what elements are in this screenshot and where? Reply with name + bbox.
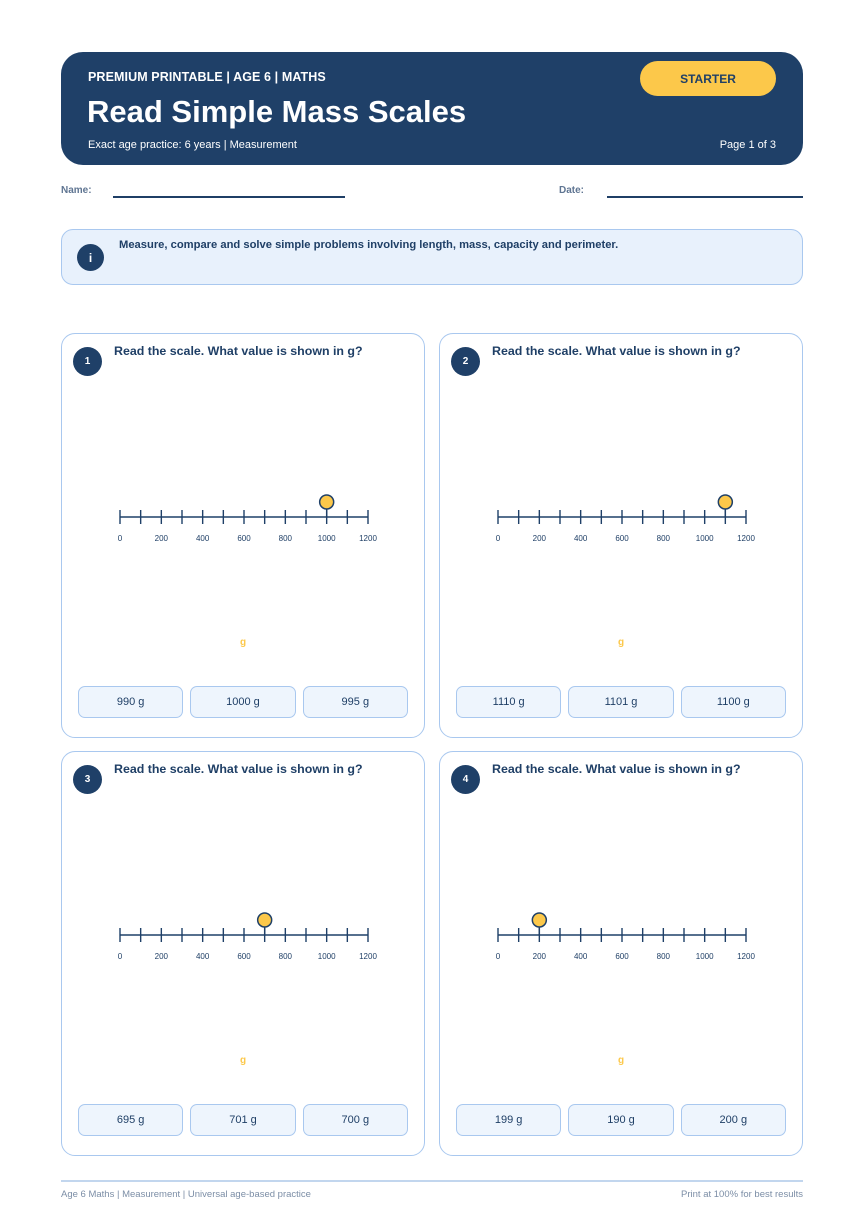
scale-tick-label: 600 [615,952,629,961]
page-title: Read Simple Mass Scales [87,94,467,129]
scale-tick-label: 0 [495,534,501,543]
question-prompt: Read the scale. What value is shown in g? [114,762,363,776]
scale-pointer [258,913,272,927]
scale-tick-label: 200 [154,534,169,543]
question-card [61,751,425,1156]
question-prompt: Read the scale. What value is shown in g? [492,762,741,776]
answer-option[interactable]: 1110 g [456,686,561,718]
question-number-badge: 1 [73,347,102,376]
scale-tick-label: 800 [656,952,671,961]
scale-tick-label: 600 [237,952,251,961]
name-line[interactable] [113,196,345,198]
footer-left-text: Age 6 Maths | Measurement | Universal age-based practice [61,1189,311,1200]
date-label: Date: [559,185,585,196]
unit-label: g [617,637,625,648]
scale-tick-label: 1000 [695,952,714,961]
scale-tick-label: 1000 [695,534,714,543]
date-line[interactable] [607,196,803,198]
info-icon: i [77,244,104,271]
scale-tick-label: 0 [117,534,123,543]
answer-options [456,686,786,718]
mass-scale [102,484,382,554]
scale-tick-label: 1200 [737,534,755,543]
header-subtitle: Exact age practice: 6 years | Measurement [88,139,297,151]
mass-scale [480,902,760,972]
answer-option[interactable]: 700 g [303,1104,408,1136]
scale-tick-label: 0 [117,952,123,961]
answer-option[interactable]: 200 g [681,1104,786,1136]
answer-option[interactable]: 695 g [78,1104,183,1136]
scale-tick-label: 800 [278,952,293,961]
unit-label: g [617,1055,625,1066]
scale-pointer [320,495,334,509]
page-number: Page 1 of 3 [719,139,776,151]
question-prompt: Read the scale. What value is shown in g? [114,344,363,358]
scale-tick-label: 800 [656,534,671,543]
scale-pointer [532,913,546,927]
answer-options [456,1104,786,1136]
question-card [439,333,803,738]
scale-tick-label: 1200 [359,534,377,543]
scale-tick-label: 200 [532,534,547,543]
scale-tick-label: 0 [495,952,501,961]
answer-option[interactable]: 701 g [190,1104,295,1136]
answer-option[interactable]: 199 g [456,1104,561,1136]
answer-option[interactable]: 1101 g [568,686,673,718]
scale-pointer [718,495,732,509]
question-number-badge: 2 [451,347,480,376]
info-text: Measure, compare and solve simple problems involving length, mass, capacity and perimeter. [119,239,619,251]
scale-tick-label: 1200 [359,952,377,961]
scale-tick-label: 400 [195,952,210,961]
footer-divider [61,1180,803,1182]
scale-tick-label: 400 [573,952,588,961]
answer-option[interactable]: 1100 g [681,686,786,718]
mass-scale [102,902,382,972]
answer-options [78,1104,408,1136]
scale-tick-label: 600 [237,534,251,543]
answer-option[interactable]: 190 g [568,1104,673,1136]
question-number-badge: 4 [451,765,480,794]
scale-tick-label: 1000 [317,952,336,961]
scale-tick-label: 1200 [737,952,755,961]
worksheet-header [61,52,803,165]
header-eyebrow: PREMIUM PRINTABLE | AGE 6 | MATHS [88,70,326,84]
question-card [439,751,803,1156]
scale-tick-label: 400 [195,534,210,543]
level-badge: STARTER [640,61,776,96]
scale-tick-label: 800 [278,534,293,543]
unit-label: g [239,637,247,648]
info-box [61,229,803,285]
answer-option[interactable]: 1000 g [190,686,295,718]
footer-right-text: Print at 100% for best results [681,1189,803,1200]
scale-tick-label: 600 [615,534,629,543]
question-number-badge: 3 [73,765,102,794]
answer-option[interactable]: 995 g [303,686,408,718]
answer-options [78,686,408,718]
scale-tick-label: 200 [532,952,547,961]
question-card [61,333,425,738]
question-prompt: Read the scale. What value is shown in g? [492,344,741,358]
unit-label: g [239,1055,247,1066]
scale-tick-label: 200 [154,952,169,961]
mass-scale [480,484,760,554]
answer-option[interactable]: 990 g [78,686,183,718]
scale-tick-label: 400 [573,534,588,543]
scale-tick-label: 1000 [317,534,336,543]
name-label: Name: [61,185,92,196]
